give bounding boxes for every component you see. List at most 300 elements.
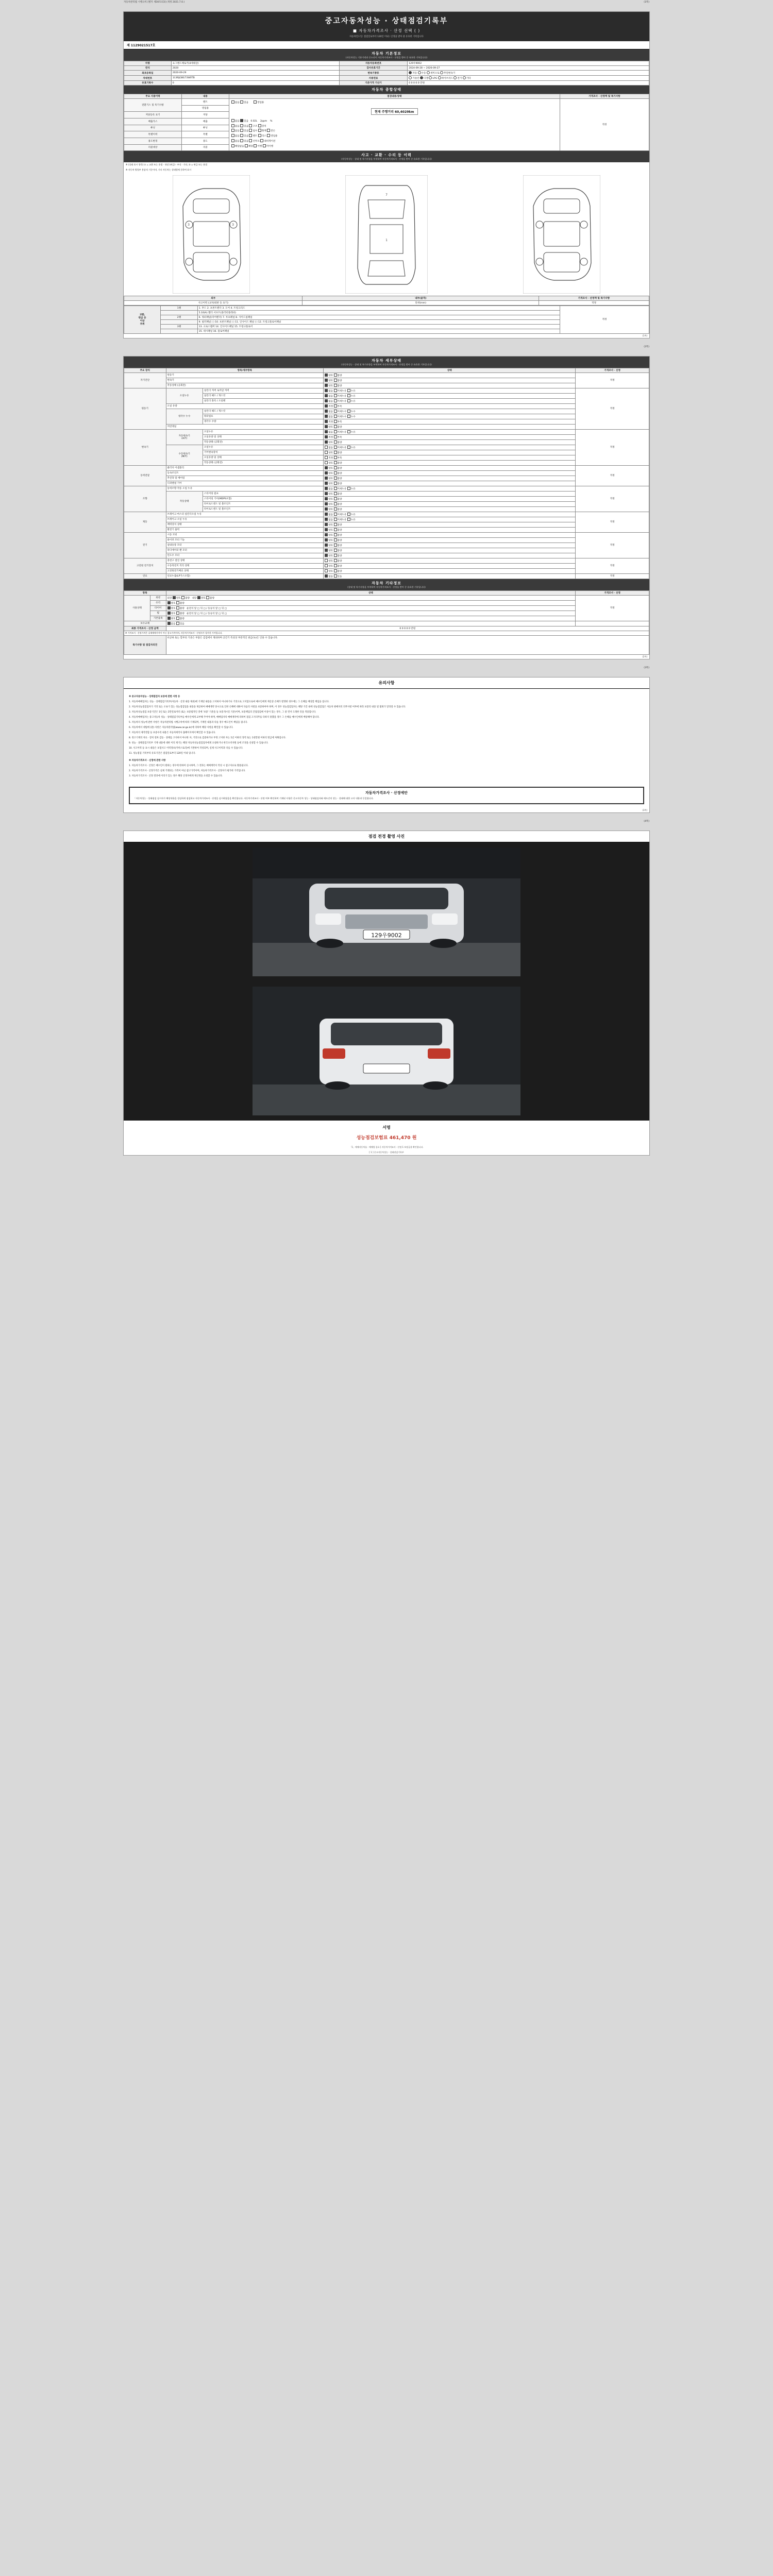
cb-exist[interactable] [176, 622, 179, 625]
value-first-reg: 2020-09-29 [171, 71, 339, 76]
detail-item-selfdiag-2: 작동상태 (공회전) [166, 383, 324, 388]
cb-bad[interactable] [334, 559, 337, 562]
cb-good[interactable] [167, 606, 171, 609]
cb-none[interactable] [325, 399, 328, 402]
trans-radio-auto[interactable] [409, 71, 412, 74]
detail-item-hv-2: 고전원전기배선 상태 [166, 568, 324, 573]
detail-item-hv-0: 충전구 절연 상태 [166, 558, 324, 563]
label-price-base: 기준가격 기산기 [339, 81, 407, 86]
detail-item-str-3: 타이로드엔드 및 볼조인트 [203, 501, 323, 506]
overall-row-label-7: 리콜대상 [124, 144, 182, 151]
detail-status-trans-2: 양호 불량 [324, 439, 576, 445]
cb-minor[interactable] [334, 518, 337, 521]
value-valid: 0 [171, 81, 339, 86]
cb-bad[interactable] [176, 617, 179, 620]
cb-leak[interactable] [347, 389, 350, 392]
detail-group-powertrain: 동력전달 [124, 465, 166, 486]
parts-rank-1 [161, 310, 197, 315]
detail-status-elc-0: 양호 불량 [324, 532, 576, 537]
etc-row-1: 유리 [150, 600, 166, 605]
notice-body [124, 689, 649, 783]
cb-bad[interactable] [334, 425, 337, 428]
cb-leak[interactable] [347, 446, 350, 449]
cb-good[interactable] [325, 538, 328, 541]
cb-good[interactable] [167, 617, 171, 620]
detail-status-engine-1: 없음 미세누유 누유 [324, 393, 576, 398]
page-mark: (1쪽) [644, 1, 649, 4]
section-overall-title: 자동차 종합상태 [372, 88, 401, 92]
detail-status-pwr-3: 양호 불량 [324, 481, 576, 486]
detail-item-engine-4: 실린더 헤드 / 개스킷 [203, 409, 323, 414]
cb-ok[interactable] [325, 435, 328, 438]
cb-bad[interactable] [334, 528, 337, 531]
cb-none[interactable] [325, 487, 328, 490]
cb-good[interactable] [325, 461, 328, 464]
section-basic-title: 자동차 기본정보 [372, 52, 401, 56]
overall-table [124, 94, 649, 151]
notice-heading-1: ※ 중고자동차성능 · 상태점검자 보증에 관한 사항 등 [129, 695, 180, 698]
fuel-radio-diesel[interactable] [420, 76, 423, 79]
detail-item-elc-2: 실내송풍 모터 [166, 543, 324, 548]
document-header [124, 12, 649, 41]
notice-item: 7. 자동차의 제작결함 등 보증수리 내용은 자동차제작사 홈페이지에서 확인할 수 있습니다. [129, 732, 216, 735]
overall-col-3: 가격조사 · 산정액 및 특기사항 [560, 94, 649, 99]
cb-low[interactable] [334, 435, 337, 438]
opt-emission[interactable]: 없음 있음 0.02L 2ppm % [231, 120, 273, 123]
cb-good[interactable] [325, 533, 328, 536]
etc-price: 적정 [576, 595, 649, 621]
cb-bad[interactable] [334, 440, 337, 444]
etc-row-0: 외관 [150, 595, 166, 600]
detail-status-selfdiag-0: 양호 불량 [324, 372, 576, 378]
cb-good[interactable] [167, 601, 171, 604]
fuel-radio-lpg[interactable] [429, 76, 432, 79]
detail-group-brake: 제동 [124, 512, 166, 532]
footer-line-1: 「1」매매자동차를 · 매매업 종료 [ 자동차가격조사 · 산정 1 보장급용 확인합니다. [349, 1145, 424, 1148]
cb-minor[interactable] [334, 446, 337, 449]
cb-minor[interactable] [334, 430, 337, 433]
photo-front [253, 848, 520, 976]
overall-row-label-5: 용도변경 [124, 138, 182, 144]
label-reg-no: 자동차등록번호 [339, 61, 407, 66]
cb-bad[interactable] [334, 549, 337, 552]
cb-bad[interactable] [334, 502, 337, 505]
cb-leak[interactable] [347, 487, 350, 490]
detail-sublabel-operation: 작동상태 [166, 491, 203, 512]
svg-text:3: 3 [231, 223, 234, 227]
parts-rank-0: 1랭 [161, 306, 197, 310]
detail-sublabel-coolant: 냉각수 누수 [166, 409, 203, 424]
detail-status-str-4: 양호 불량 [324, 506, 576, 512]
car-diagram-top [345, 175, 428, 294]
detail-price-brk: 적정 [576, 512, 649, 532]
notice-item: 11. 성능점검 기록부의 유효기간은 점검일로부터 120일 이내 입니다. [129, 752, 196, 755]
overall-row-item-1: 영업용 [182, 105, 229, 112]
document-page [0, 0, 773, 1164]
section-basic-sub: (자동차성능 기본가격과 중소산이 자동차가격조사 · 산정을 받아 중 유효한 기록입니다) [345, 56, 428, 59]
cb-leak[interactable] [347, 513, 350, 516]
sheet2-pagemark: (2쪽) [642, 655, 647, 658]
detail-item-elc-0: 시동 모터 [166, 532, 324, 537]
cb-bad[interactable] [176, 606, 179, 609]
etc-special-text: 비공하 또는 할부의 기준은 부품은 검검에서 제외하며 공간기 특성상 부분적인 판금(녹)은 인용 수 있습니다. [166, 635, 649, 654]
fuel-radio-hybrid[interactable] [438, 76, 441, 79]
notice-item: 4. 자동차매매업자는 중고자동차 성능 · 상태점검기록부를 매수인에게 교부해 주어야 하며, 매매업자의 매매계약에 의하여 점검 고지의무를 다하지 못했을 경우 그 손해를 매수인에게 배상해야 합니다. [129, 716, 320, 719]
section-detail-sub: (자동차성능 · 상태 및 특기사항을 부착하여 자동차가격조사 · 산정을 받아 중 유효한 기록입니다) [341, 363, 432, 366]
detail-status-hv-2: 양호 불량 [324, 568, 576, 573]
detail-item-engine-3: 오일 유량 [166, 403, 324, 409]
fuel-radio-etc[interactable] [463, 76, 466, 79]
etc-int[interactable]: 내장 양호 불량 [192, 597, 215, 600]
etc-row-5: 보수교체 [124, 621, 166, 626]
detail-col-3: 가격조사 · 산정 [576, 368, 649, 372]
cb-good[interactable] [325, 528, 328, 531]
cb-bad[interactable] [176, 612, 179, 615]
cb-bad[interactable] [176, 601, 179, 604]
detail-status-selfdiag-2: 양호 불량 [324, 383, 576, 388]
cb-bad[interactable] [334, 564, 337, 567]
car-diagram-side-right [523, 175, 600, 294]
cb-ok[interactable] [325, 456, 328, 459]
photos-title: 점검 전경 촬영 사진 [124, 831, 649, 842]
cb-good[interactable] [325, 466, 328, 469]
section-detail-bar [124, 357, 649, 368]
section-accident-sub: (자동차성능 · 상태 및 특기사항을 부착하여 자동차가격조사 · 산정을 받아 중 유효한 기록입니다) [341, 158, 432, 161]
cb-good[interactable] [325, 451, 328, 454]
cb-none[interactable] [325, 446, 328, 449]
cb-good[interactable] [325, 379, 328, 382]
detail-status-fuel-0: 없음 있음 [324, 573, 576, 579]
overall-row-item-4: 튜닝 [182, 125, 229, 131]
overall-row-label-0: 전환기스 및 특기사항 [124, 99, 182, 112]
parts-items-4: 13. 크로스멤버 14. 인사이드패널 15. 트렁크플로어 [197, 324, 560, 329]
detail-status-engine-6: 적정 부족 [324, 419, 576, 424]
etc-col-2: 가격조사 · 산정 [576, 590, 649, 595]
cb-good[interactable] [167, 612, 171, 615]
etc-status-1: 양호 불량 [166, 600, 576, 605]
insurance-price-value: 461,470 원 [389, 1135, 417, 1141]
etc-status-4: 양호 불량 [166, 616, 576, 621]
detail-item-trans-0: 오일누유 [203, 429, 323, 434]
section-etc-sub: (상태 및 특기사항을 부착하여 자동차가격조사 · 산정을 받아 중 유효한 기록입니다) [347, 585, 426, 588]
cb-ok[interactable] [325, 420, 328, 423]
cb-low[interactable] [334, 456, 337, 459]
cb-bad[interactable] [334, 533, 337, 536]
parts-rank-4: 3랭 [161, 324, 197, 329]
section-overall-bar [124, 86, 649, 94]
detail-status-selfdiag-1: 양호 불량 [324, 378, 576, 383]
sheet-3 [123, 677, 650, 813]
detail-col-1: 항목/세부항목 [166, 368, 324, 372]
detail-item-str-4: 타이로드엔드 및 볼조인트 [203, 506, 323, 512]
cb-good[interactable] [325, 569, 328, 572]
detail-status-engine-7: 양호 불량 [324, 424, 576, 429]
cb-none[interactable] [325, 430, 328, 433]
cb-good[interactable] [325, 477, 328, 480]
detail-status-elc-2: 양호 불량 [324, 543, 576, 548]
cb-bad[interactable] [334, 379, 337, 382]
detail-price-selfdiag: 적정 [576, 372, 649, 388]
cb-bad[interactable] [334, 554, 337, 557]
svg-text:129우9002: 129우9002 [371, 931, 402, 939]
cb-bad[interactable] [334, 461, 337, 464]
notice-item: 1. 자동차가격조사 · 산정은 매수인이 원하는 경우에 한하여 실시하며, 그 결과는 매매계약서 작성 시 참고자료로 활용됩니다. [129, 764, 249, 767]
mileage-value: 현재 주행거리 60,4029km [371, 108, 418, 115]
detail-price-fuel: 적정 [576, 573, 649, 579]
detail-item-brk-1: 브레이크 오일 누유 [166, 517, 324, 522]
accident-note-1: ※ (상태 표시 항목) ① = 교환 또는 용접 · 내장 (판금) · 부식 · 기타, ② = 판금 또는 용접 [126, 163, 208, 166]
cb-leak[interactable] [347, 394, 350, 397]
sheet1-pagemark: (1쪽) [642, 334, 647, 337]
opt-option[interactable]: 없음 있음 선루프 내비게이션 [231, 140, 276, 143]
cb-minor[interactable] [334, 415, 337, 418]
frame-col-price: 가격조사 · 산정액 및 특기사항 [539, 296, 649, 300]
cb-good[interactable] [325, 523, 328, 526]
section-basic-info-bar [124, 49, 649, 61]
overall-row-item-7: 리콜 [182, 144, 229, 151]
cb-leak[interactable] [347, 430, 350, 433]
label-trans: 변속기종류 [339, 71, 407, 76]
cb-minor[interactable] [334, 410, 337, 413]
cb-good[interactable] [325, 492, 328, 495]
insurance-price-label: 성능점검보험료 [356, 1135, 388, 1141]
page-subtitle: ■ 자동차가격조사 · 산정 선택 ( ) [352, 28, 421, 33]
cb-none[interactable] [325, 410, 328, 413]
trans-radio-cvt[interactable] [440, 71, 443, 74]
opt-special[interactable]: 없음 있음 침수 화재 전손 [231, 130, 275, 132]
cb-minor[interactable] [334, 389, 337, 392]
cb-bad[interactable] [334, 497, 337, 500]
cb-leak[interactable] [347, 399, 350, 402]
cb-good[interactable] [325, 497, 328, 500]
sheet4-topmeta [123, 819, 650, 823]
detail-status-trans-0: 없음 미세누유 누유 [324, 429, 576, 434]
cb-good[interactable] [325, 440, 328, 444]
cb-minor[interactable] [334, 399, 337, 402]
detail-item-pwr-3: 디퍼렌셜 기어 [166, 481, 324, 486]
detail-item-str-1: 스티어링 펌프 [203, 491, 323, 496]
detail-status-str-1: 양호 불량 [324, 491, 576, 496]
detail-status-pwr-1: 양호 불량 [324, 470, 576, 476]
detail-item-elc-3: 라디에이터 팬 모터 [166, 548, 324, 553]
cb-good[interactable] [325, 425, 328, 428]
parts-items-1: 5.10(A) 휀더 서포트(플러터플레쉬) [197, 310, 560, 315]
cb-minor[interactable] [334, 487, 337, 490]
cb-ok[interactable] [325, 404, 328, 408]
detail-status-str-2: 양호 불량 [324, 496, 576, 501]
cb-good[interactable] [325, 384, 328, 387]
detail-status-hv-1: 양호 불량 [324, 563, 576, 568]
section-detail-title: 자동차 세부상태 [372, 358, 401, 363]
detail-item-trans-2: 작동상태 (공회전) [203, 439, 323, 445]
cb-good[interactable] [325, 549, 328, 552]
overall-row-item-3: 배출 [182, 118, 229, 125]
detail-item-engine-2: 실린더 블록 / 오일팬 [203, 398, 323, 403]
sheet1-topmeta [123, 0, 650, 4]
etc-ext[interactable]: 외장 양호 불량 [167, 597, 190, 600]
cb-good[interactable] [325, 544, 328, 547]
etc-total-value: 0 0 0 0 0 만원 [166, 626, 649, 631]
label-inspect-period: 검사유효기간 [339, 66, 407, 71]
cb-low[interactable] [334, 404, 337, 408]
overall-row-item-0: 렌트 [182, 99, 229, 106]
opt-recall[interactable]: 해당없음 해당 이행 미이행 [231, 145, 273, 148]
photo-rear-container [124, 981, 649, 1121]
etc-total-note: ※ 가격조사 · 산정가격은 실제매매가격이 아닌 참고가격이며, 자동차가격조사 · 산정자가 평가한 가격입니다. [124, 631, 649, 635]
cb-good[interactable] [325, 374, 328, 377]
sheet3-topmeta [123, 666, 650, 670]
cb-none[interactable] [325, 394, 328, 397]
cb-bad[interactable] [334, 477, 337, 480]
detail-status-pwr-2: 양호 불량 [324, 476, 576, 481]
cb-bad[interactable] [334, 466, 337, 469]
section-accident-bar [124, 151, 649, 162]
detail-status-hv-0: 양호 불량 [324, 558, 576, 563]
parts-rank-3 [161, 319, 197, 324]
detail-item-selfdiag-0: 원동기 [166, 372, 324, 378]
detail-sublabel-oilleak: 오일누유 [166, 388, 203, 403]
detail-price-pwr: 적정 [576, 465, 649, 486]
page-title: 중고자동차성능 · 상태점검기록부 [325, 17, 448, 25]
overall-row-item-5: 특별 [182, 131, 229, 138]
cb-good[interactable] [325, 502, 328, 505]
detail-status-elc-3: 양호 불량 [324, 548, 576, 553]
cb-bad[interactable] [334, 544, 337, 547]
detail-status-trans-1: 적정 부족 [324, 434, 576, 439]
frame-col-inner: 내부(골격) [303, 296, 539, 300]
detail-item-brk-0: 브레이크 마스터 실린더오일 누유 [166, 512, 324, 517]
cb-bad[interactable] [334, 569, 337, 572]
cb-none[interactable] [325, 513, 328, 516]
cb-bad[interactable] [334, 507, 337, 511]
cb-good[interactable] [325, 507, 328, 511]
cb-bad[interactable] [334, 451, 337, 454]
accident-parts-table [124, 306, 649, 334]
opt-rent[interactable]: 없음 있음 [231, 100, 248, 104]
detail-item-engine-5: 워터펌프 [203, 414, 323, 419]
cb-bad[interactable] [334, 374, 337, 377]
frame-outer-value: 사고이력 (교차/외판 등 표기) [124, 300, 303, 305]
etc-extra-2: 운전석 앞 □ 뒤 □ / 동승석 앞 □ 뒤 □ [187, 607, 227, 610]
cb-bad[interactable] [334, 492, 337, 495]
overall-col-0: 주요 사용이력 [124, 94, 182, 99]
detail-table [124, 368, 649, 579]
opt-usage[interactable]: 없음 있음 렌트 리스 영업용 [231, 135, 278, 138]
label-vin: 차대번호 [124, 76, 172, 81]
detail-item-elc-4: 윈도우 모터 [166, 553, 324, 558]
etc-status-5: 없음 있음 [166, 621, 576, 626]
detail-item-str-2: 스티어링 기어(MDPS포함) [203, 496, 323, 501]
cb-bad[interactable] [334, 523, 337, 526]
sheet2-page-mark: (2쪽) [644, 345, 649, 348]
overall-row-label-1: 저당등록 표기 [124, 112, 182, 118]
detail-col-2: 상태 [324, 368, 576, 372]
etc-status-3: 양호 불량 운전석 앞 □ 뒤 □ / 동승석 앞 □ 뒤 □ [166, 611, 576, 616]
fuel-radio-ev[interactable] [453, 76, 457, 79]
cb-bad[interactable] [334, 538, 337, 541]
detail-status-engine-5: 없음 미세누수 누수 [324, 414, 576, 419]
trans-radio-semi[interactable] [427, 71, 430, 74]
detail-group-transmission: 변속기 [124, 429, 166, 465]
parts-label: 교환, 판금 등 이상 부위 [124, 306, 161, 333]
detail-item-elc-1: 와이퍼 모터 기능 [166, 537, 324, 543]
insurance-price [124, 1132, 649, 1145]
car-diagram-group [124, 173, 649, 296]
parts-items-5: 15. 대시패널 16. 플로어패널 [197, 329, 560, 333]
opt-business[interactable]: 영업용 [254, 100, 264, 104]
accident-note-2: ※ 자동차 방열부 용품적 기준이며, 기타 자동차는 상태별에 준하여 표시 [126, 168, 192, 172]
sheet-4 [123, 831, 650, 1156]
overall-price: 적정 [560, 99, 649, 151]
opt-tuning[interactable]: 없음 있음 구조 장치 [231, 125, 266, 128]
cb-good[interactable] [325, 482, 328, 485]
cb-bad[interactable] [334, 471, 337, 474]
document-number: 제 1129021517호 [124, 41, 649, 49]
value-price-base: 0 0 0 0 0 만원 [408, 81, 649, 86]
sheet3-pagemark: (3쪽) [642, 808, 647, 811]
notice-item: 5. 자동차의 성능에 관한 사항은 자동차관리법 시행규칙에 따라 기재되며, 기재된 내용과 다를 경우 매도인이 책임을 집니다. [129, 721, 248, 724]
cb-good[interactable] [325, 471, 328, 474]
detail-item-engine-6: 냉각수 수량 [203, 419, 323, 424]
svg-text:1: 1 [385, 238, 388, 242]
cb-good[interactable] [325, 554, 328, 557]
etc-status-2: 양호 불량 운전석 앞 □ 뒤 □ / 동승석 앞 □ 뒤 □ [166, 605, 576, 611]
cb-minor[interactable] [334, 394, 337, 397]
overall-col-2: 점검내용/상태 [229, 94, 560, 99]
cb-none[interactable] [325, 518, 328, 521]
cb-exist[interactable] [334, 574, 337, 578]
cb-none[interactable] [325, 415, 328, 418]
fuel-radio-gasoline[interactable] [409, 76, 412, 79]
cb-good[interactable] [325, 564, 328, 567]
etc-col-1: 상태 [166, 590, 576, 595]
overall-status-cell [229, 99, 560, 151]
trans-radio-manual[interactable] [418, 71, 421, 74]
svg-text:3: 3 [187, 223, 190, 227]
cb-none[interactable] [325, 574, 328, 578]
etc-price-5 [576, 621, 649, 626]
cb-minor[interactable] [334, 513, 337, 516]
cb-leak[interactable] [347, 415, 350, 418]
value-reg-no: 129우9002 [408, 61, 649, 66]
detail-status-engine-4: 없음 미세누수 누수 [324, 409, 576, 414]
sheet-2 [123, 356, 650, 659]
sheet3-page-mark: (3쪽) [644, 666, 649, 669]
cb-none[interactable] [325, 389, 328, 392]
section-etc-title: 자동차 기타정보 [372, 581, 401, 585]
cb-low[interactable] [334, 420, 337, 423]
cb-bad[interactable] [334, 384, 337, 387]
label-year: 연식 [124, 66, 172, 71]
cb-none[interactable] [167, 622, 171, 625]
detail-group-electric: 전기 [124, 532, 166, 558]
accident-frame-table [124, 296, 649, 306]
parts-items-0: 1. 후드 2. 프론트펜더 3. 도어 4. 트렁크리드 [197, 306, 560, 310]
cb-bad[interactable] [334, 482, 337, 485]
etc-status-0 [166, 595, 576, 600]
etc-row-4: 기본품목 [150, 616, 166, 621]
photo-front-container [124, 842, 649, 981]
parts-rank-5 [161, 329, 197, 333]
value-vin: 1C4RJGBG73W0TB [171, 76, 339, 81]
cb-good[interactable] [325, 559, 328, 562]
cb-leak[interactable] [347, 518, 350, 521]
cb-leak[interactable] [347, 410, 350, 413]
notice-title: 유의사항 [124, 677, 649, 689]
detail-item-trans-4: 기어변속장치 [203, 450, 323, 455]
sheet-1 [123, 11, 650, 338]
value-inspect-period: 2024-09-28 ~ 2026-09-27 [408, 66, 649, 71]
